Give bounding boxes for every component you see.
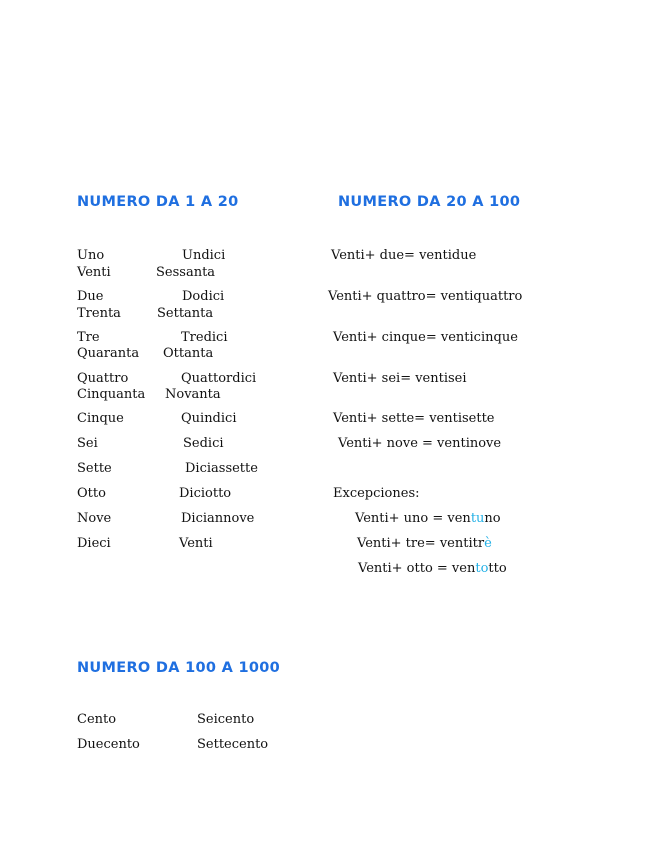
exception-ventuno-text: Venti+ uno = ven: [355, 511, 471, 526]
word-settecento: Settecento: [197, 737, 269, 752]
heading-numero-100-1000: NUMERO DA 100 A 1000: [77, 660, 281, 676]
exception-ventuno-highlight: tu: [470, 511, 485, 526]
word-ottanta: Ottanta: [163, 346, 214, 361]
label-excepciones: Excepciones:: [333, 486, 420, 501]
word-venti: Venti: [77, 265, 111, 280]
word-tre: Tre: [77, 330, 100, 345]
exception-ventitre-text: Venti+ tre= ventitr: [357, 536, 485, 551]
word-nove: Nove: [77, 511, 112, 526]
word-quindici: Quindici: [181, 411, 237, 426]
exception-ventotto-highlight: to: [475, 561, 489, 576]
line-ventiquattro: Venti+ quattro= ventiquattro: [328, 289, 523, 304]
word-diciannove: Diciannove: [181, 511, 255, 526]
word-uno: Uno: [77, 248, 105, 263]
exception-ventuno: [355, 511, 501, 527]
word-dieci: Dieci: [77, 536, 111, 551]
line-ventinove: Venti+ nove = ventinove: [338, 436, 502, 451]
word-sette: Sette: [77, 461, 112, 476]
heading-numero-20-100: NUMERO DA 20 A 100: [338, 194, 521, 210]
word-novanta: Novanta: [165, 387, 221, 402]
line-ventisette: Venti+ sette= ventisette: [333, 411, 495, 426]
line-venticinque: Venti+ cinque= venticinque: [333, 330, 518, 345]
word-quattro: Quattro: [77, 371, 129, 386]
word-seicento: Seicento: [197, 712, 255, 727]
exception-ventotto-end: tto: [488, 561, 507, 576]
word-sedici: Sedici: [183, 436, 224, 451]
word-trenta: Trenta: [77, 306, 121, 321]
exception-ventotto-text: Venti+ otto = ven: [358, 561, 476, 576]
exception-ventitre: [357, 536, 492, 552]
word-due: Due: [77, 289, 104, 304]
word-tredici: Tredici: [181, 330, 228, 345]
word-dodici: Dodici: [182, 289, 225, 304]
word-venti-20: Venti: [179, 536, 213, 551]
exception-ventotto: [358, 561, 507, 577]
word-settanta: Settanta: [157, 306, 214, 321]
word-quattordici: Quattordici: [181, 371, 257, 386]
word-otto: Otto: [77, 486, 106, 501]
word-quaranta: Quaranta: [77, 346, 140, 361]
word-diciassette: Diciassette: [185, 461, 258, 476]
word-cinque: Cinque: [77, 411, 124, 426]
line-ventidue: Venti+ due= ventidue: [331, 248, 477, 263]
line-ventisei: Venti+ sei= ventisei: [333, 371, 467, 386]
word-cinquanta: Cinquanta: [77, 387, 146, 402]
heading-numero-1-20: NUMERO DA 1 A 20: [77, 194, 239, 210]
word-sei: Sei: [77, 436, 98, 451]
exception-ventitre-highlight: è: [484, 536, 492, 551]
word-cento: Cento: [77, 712, 117, 727]
exception-ventuno-end: no: [484, 511, 501, 526]
word-undici: Undici: [182, 248, 226, 263]
word-duecento: Duecento: [77, 737, 140, 752]
word-sessanta: Sessanta: [156, 265, 216, 280]
word-diciotto: Diciotto: [179, 486, 232, 501]
